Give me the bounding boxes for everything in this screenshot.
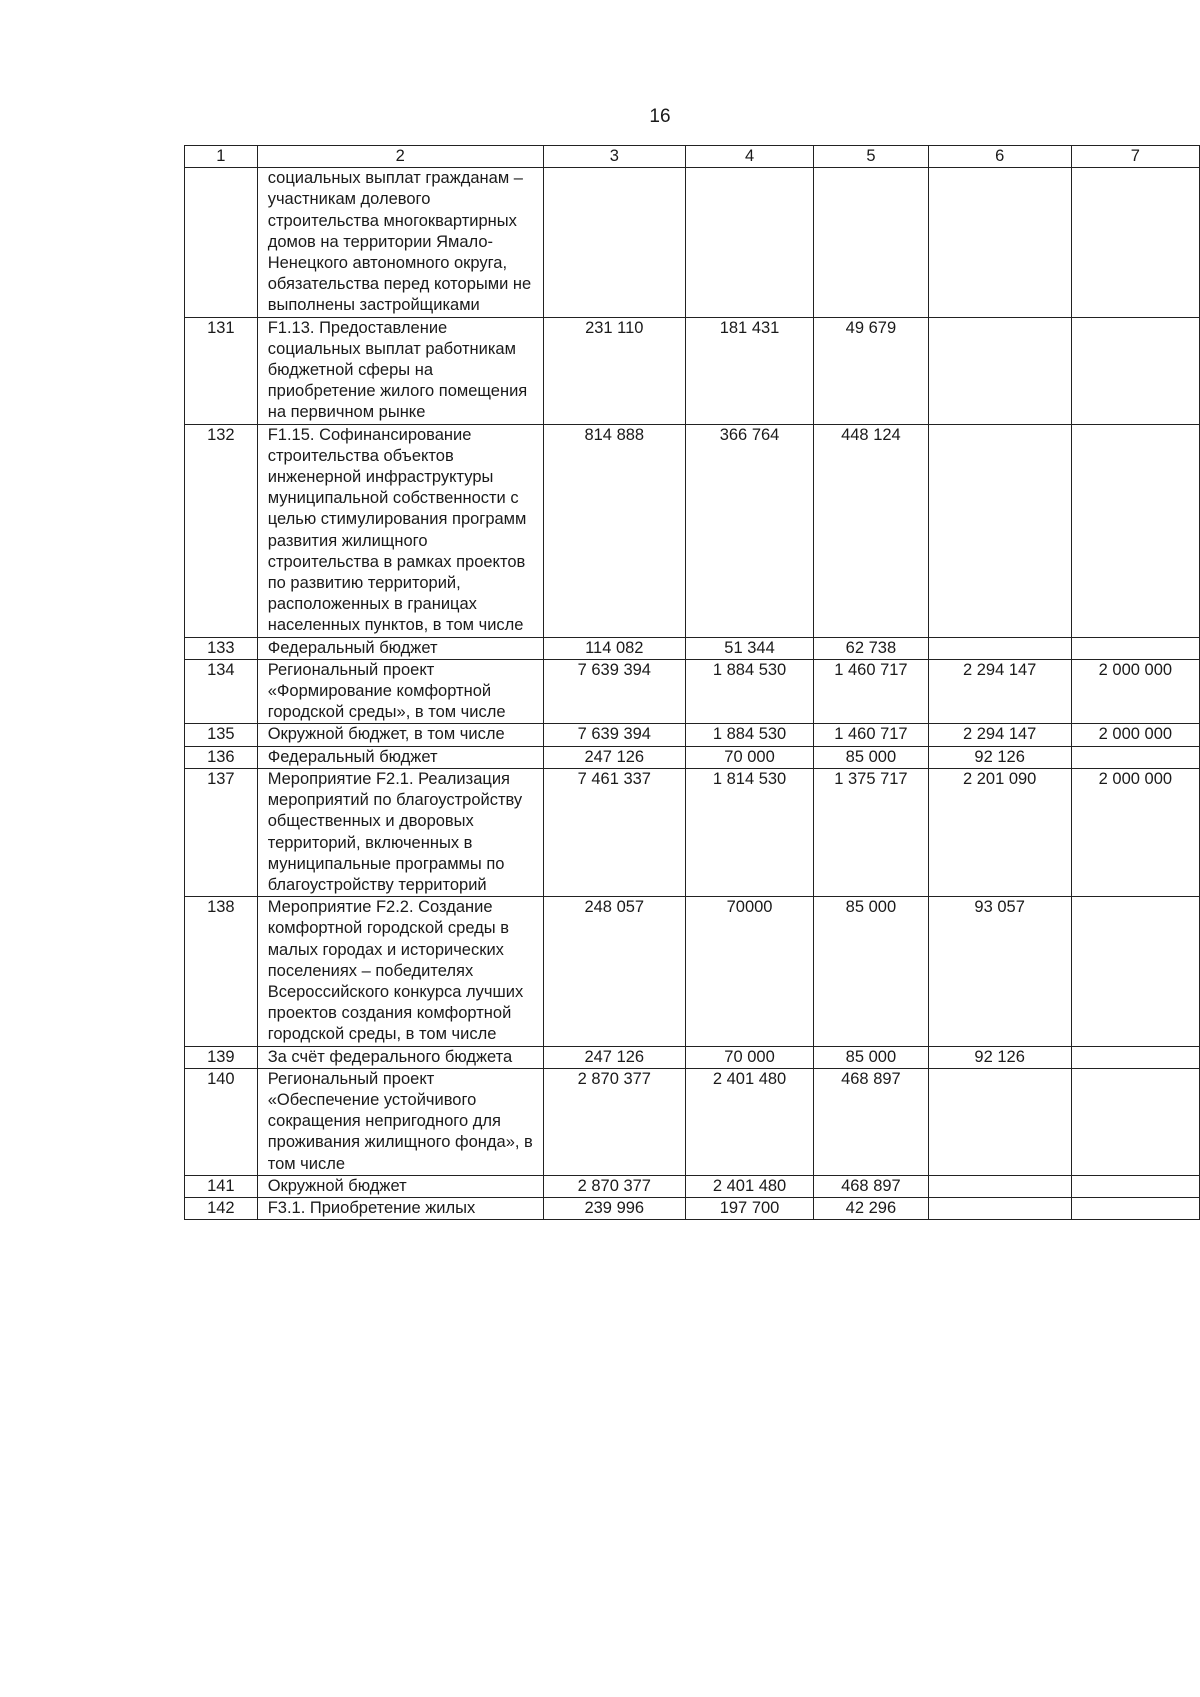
value-col-5: 1 460 717 — [814, 724, 928, 746]
value-total: 239 996 — [543, 1197, 685, 1219]
value-total — [543, 168, 685, 317]
value-col-5: 468 897 — [814, 1068, 928, 1175]
table-row — [185, 424, 1200, 637]
row-description: Окружной бюджет, в том числе — [257, 724, 543, 746]
value-total: 247 126 — [543, 1046, 685, 1068]
value-col-7 — [1071, 1046, 1199, 1068]
value-col-4: 70 000 — [685, 746, 813, 768]
header-cell-3: 3 — [543, 146, 685, 168]
value-total: 114 082 — [543, 637, 685, 659]
value-total: 247 126 — [543, 746, 685, 768]
row-description: Федеральный бюджет — [257, 637, 543, 659]
value-total: 248 057 — [543, 897, 685, 1046]
value-col-6 — [928, 424, 1071, 637]
value-col-6 — [928, 168, 1071, 317]
value-col-5: 1 460 717 — [814, 659, 928, 724]
value-col-4: 181 431 — [685, 317, 813, 424]
value-col-6 — [928, 1068, 1071, 1175]
row-description: Региональный проект «Обеспечение устойчивого сокращения непригодного для проживания жилищного фонда», в том числе — [257, 1068, 543, 1175]
value-col-7 — [1071, 1068, 1199, 1175]
row-number: 138 — [185, 897, 258, 1046]
value-total: 7 639 394 — [543, 659, 685, 724]
value-col-7 — [1071, 637, 1199, 659]
table-row — [185, 659, 1200, 724]
row-number: 142 — [185, 1197, 258, 1219]
row-number: 133 — [185, 637, 258, 659]
value-col-6: 93 057 — [928, 897, 1071, 1046]
row-description: Мероприятие F2.2. Создание комфортной городской среды в малых городах и исторических поселениях – победителях Всероссийского конкурса лучших проектов создания комфортной городской среды, в том числе — [257, 897, 543, 1046]
value-col-5: 448 124 — [814, 424, 928, 637]
value-col-5: 468 897 — [814, 1175, 928, 1197]
row-number: 134 — [185, 659, 258, 724]
value-col-6: 92 126 — [928, 746, 1071, 768]
row-number: 135 — [185, 724, 258, 746]
value-col-5: 42 296 — [814, 1197, 928, 1219]
table-row — [185, 1197, 1200, 1219]
row-number: 131 — [185, 317, 258, 424]
header-cell-2: 2 — [257, 146, 543, 168]
row-description: F3.1. Приобретение жилых — [257, 1197, 543, 1219]
header-cell-7: 7 — [1071, 146, 1199, 168]
value-col-4: 2 401 480 — [685, 1068, 813, 1175]
table-row — [185, 746, 1200, 768]
value-col-6: 2 201 090 — [928, 768, 1071, 896]
value-col-4: 197 700 — [685, 1197, 813, 1219]
value-total: 7 639 394 — [543, 724, 685, 746]
table-row — [185, 768, 1200, 896]
header-cell-6: 6 — [928, 146, 1071, 168]
value-col-5: 85 000 — [814, 746, 928, 768]
value-col-4: 70 000 — [685, 1046, 813, 1068]
value-col-6 — [928, 317, 1071, 424]
value-col-7 — [1071, 1197, 1199, 1219]
row-number: 137 — [185, 768, 258, 896]
header-cell-1: 1 — [185, 146, 258, 168]
row-description: Федеральный бюджет — [257, 746, 543, 768]
value-total: 814 888 — [543, 424, 685, 637]
row-description: За счёт федерального бюджета — [257, 1046, 543, 1068]
value-col-6 — [928, 1197, 1071, 1219]
value-col-4: 366 764 — [685, 424, 813, 637]
value-col-6: 92 126 — [928, 1046, 1071, 1068]
header-cell-5: 5 — [814, 146, 928, 168]
value-col-7 — [1071, 746, 1199, 768]
value-col-6: 2 294 147 — [928, 659, 1071, 724]
value-col-7 — [1071, 317, 1199, 424]
value-col-5: 85 000 — [814, 897, 928, 1046]
table-row — [185, 1068, 1200, 1175]
row-description: Окружной бюджет — [257, 1175, 543, 1197]
value-col-5 — [814, 168, 928, 317]
value-col-5: 85 000 — [814, 1046, 928, 1068]
value-col-5: 49 679 — [814, 317, 928, 424]
value-col-4: 2 401 480 — [685, 1175, 813, 1197]
value-col-4: 70000 — [685, 897, 813, 1046]
row-number: 141 — [185, 1175, 258, 1197]
table-row — [185, 1046, 1200, 1068]
value-total: 2 870 377 — [543, 1175, 685, 1197]
value-total: 2 870 377 — [543, 1068, 685, 1175]
value-total: 7 461 337 — [543, 768, 685, 896]
row-number: 140 — [185, 1068, 258, 1175]
value-col-5: 1 375 717 — [814, 768, 928, 896]
value-col-6 — [928, 637, 1071, 659]
value-col-6 — [928, 1175, 1071, 1197]
value-col-4: 1 884 530 — [685, 659, 813, 724]
row-description: F1.15. Софинансирование строительства объектов инженерной инфраструктуры муниципальной собственности с целью стимулирования программ развития жилищного строительства в рамках проектов по развитию территорий, расположенных в границах населенных пунктов, в том числе — [257, 424, 543, 637]
value-col-4: 51 344 — [685, 637, 813, 659]
row-description: социальных выплат гражданам – участникам долевого строительства многоквартирных домов на территории Ямало-Ненецкого автономного округа, обязательства перед которыми не выполнены застройщиками — [257, 168, 543, 317]
value-col-7 — [1071, 168, 1199, 317]
header-cell-4: 4 — [685, 146, 813, 168]
table-row — [185, 897, 1200, 1046]
budget-table — [184, 145, 1200, 1220]
value-col-4: 1 884 530 — [685, 724, 813, 746]
value-col-5: 62 738 — [814, 637, 928, 659]
value-col-4: 1 814 530 — [685, 768, 813, 896]
row-number: 139 — [185, 1046, 258, 1068]
page-number: 16 — [649, 106, 671, 127]
table-row — [185, 637, 1200, 659]
value-col-7: 2 000 000 — [1071, 768, 1199, 896]
value-col-7 — [1071, 897, 1199, 1046]
value-col-7 — [1071, 1175, 1199, 1197]
table-row — [185, 724, 1200, 746]
row-number: 136 — [185, 746, 258, 768]
table-row — [185, 317, 1200, 424]
row-description: Региональный проект «Формирование комфортной городской среды», в том числе — [257, 659, 543, 724]
value-col-7: 2 000 000 — [1071, 659, 1199, 724]
value-col-7 — [1071, 424, 1199, 637]
value-total: 231 110 — [543, 317, 685, 424]
value-col-7: 2 000 000 — [1071, 724, 1199, 746]
table-row — [185, 168, 1200, 317]
value-col-4 — [685, 168, 813, 317]
row-description: Мероприятие F2.1. Реализация мероприятий по благоустройству общественных и дворовых территорий, включенных в муниципальные программы по благоустройству территорий — [257, 768, 543, 896]
row-number: 132 — [185, 424, 258, 637]
row-number — [185, 168, 258, 317]
value-col-6: 2 294 147 — [928, 724, 1071, 746]
table-header-row — [185, 146, 1200, 168]
table-row — [185, 1175, 1200, 1197]
row-description: F1.13. Предоставление социальных выплат работникам бюджетной сферы на приобретение жилого помещения на первичном рынке — [257, 317, 543, 424]
